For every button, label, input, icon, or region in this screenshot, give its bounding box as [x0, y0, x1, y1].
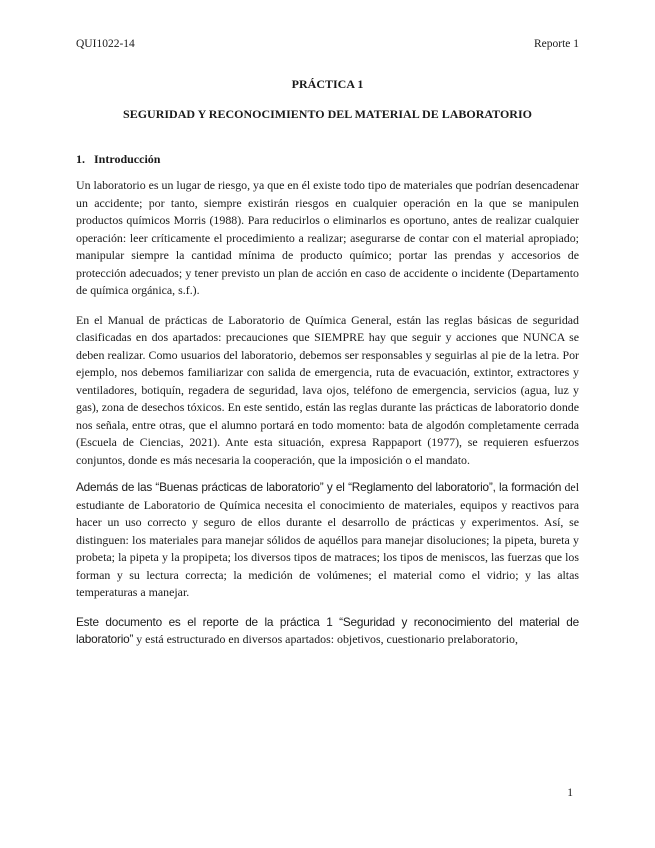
paragraph-3: [76, 479, 579, 602]
paragraph-4-rest: y está estructurado en diversos apartados: objetivos, cuestionario prelaboratorio,: [133, 632, 518, 646]
section-number: 1.: [76, 152, 85, 166]
practice-title: PRÁCTICA 1: [291, 77, 364, 91]
paragraph-1: Un laboratorio es un lugar de riesgo, ya que en él existe todo tipo de materiales que podrían desencadenar un accidente; por tanto, siempre existirán riesgos en cualquier operación en la que se manipulen productos químicos Morris (1988). Para reducirlos o eliminarlos es oportuno, antes de realizar cualquier operación: leer críticamente el procedimiento a realizar; asegurarse de contar con el material apropiado; manipular siempre la cantidad mínima de producto químico; portar las prendas y accesorios de protección adecuados; y tener previsto un plan de acción en caso de accidente o incidente (Departamento de química orgánica, s.f.).: [76, 178, 579, 297]
header-report-label: Reporte 1: [533, 38, 579, 50]
paragraph-4-lead: Este documento es el reporte de la práctica 1 “Seguridad y reconocimiento del material de laboratorio”: [76, 614, 579, 646]
paragraph-2: En el Manual de prácticas de Laboratorio de Química General, están las reglas básicas de seguridad clasificadas en dos apartados: precauciones que SIEMPRE hay que seguir y acciones que NUNCA se deben realizar. Como usuarios del laboratorio, debemos ser responsables y seguirlas al pie de la letra. Por ejemplo, nos debemos familiarizar con salida de emergencia, ruta de evacuación, extintor, extractores y ventiladores, botiquín, regadera de seguridad, lava ojos, teléfono de emergencia, servicios (agua, luz y gas), zona de desechos tóxicos. En este sentido, están las reglas durante las prácticas de laboratorio donde nos señala, entre otras, que el alumno portará en todo momento: bata de algodón completamente cerrada (Escuela de Ciencias, 2021). Ante esta situación, expresa Rappaport (1977), se requieren esfuerzos conjuntos, donde es más necesaria la cooperación, que la imposición o el mandato.: [76, 312, 579, 467]
section-title: Introducción: [94, 152, 161, 166]
paragraph-3-rest: del estudiante de Laboratorio de Química necesita el conocimiento de materiales, equipos y reactivos para hacer un uso correcto y seguro de ellos durante el desarrollo de prácticas y experimentos. Así, se distinguen: los materiales para manejar sólidos de aquéllos para manejar disoluciones; la pipeta, bureta y probeta; la pipeta y la propipeta; los diversos tipos de matraces; los tipos de meniscos, las fuerzas que los forman y su lectura correcta; la medición de volúmenes; el material como el vidrio; y las altas temperaturas a manejar.: [76, 480, 580, 599]
header-course-code: QUI1022-14: [76, 38, 135, 50]
page-number: 1: [567, 787, 573, 799]
paragraph-4: [76, 614, 579, 649]
practice-subtitle: SEGURIDAD Y RECONOCIMIENTO DEL MATERIAL DE LABORATORIO: [123, 107, 532, 121]
title-block: [76, 77, 579, 122]
section-heading: [76, 152, 160, 167]
body-text: [76, 177, 579, 661]
paragraph-3-lead: Además de las “Buenas prácticas de laboratorio” y el “Reglamento del laboratorio”, la formación: [76, 480, 562, 494]
